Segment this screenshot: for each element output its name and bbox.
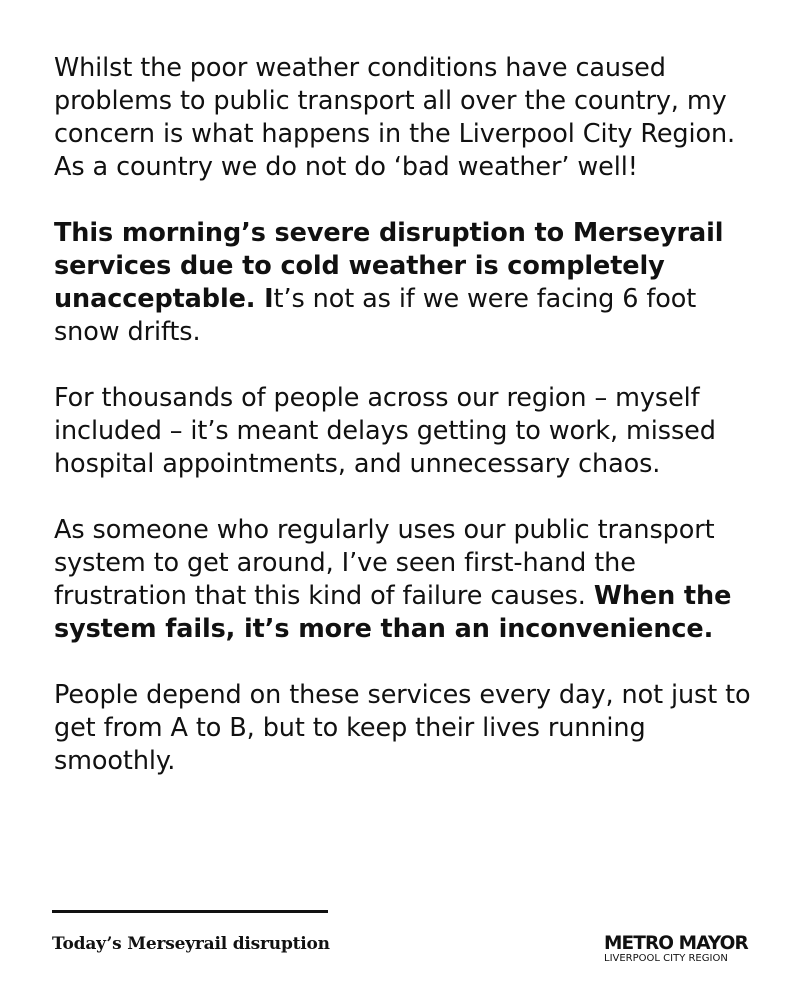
paragraph-3: [54, 382, 754, 481]
metro-mayor-logo: [604, 935, 749, 965]
footer-divider: [52, 910, 328, 913]
paragraph-5-text: People depend on these services every day, not just to get from A to B, but to keep their lives running smoothly.: [54, 680, 751, 776]
paragraph-4-text: As someone who regularly uses our public transport system to get around, I’ve seen first-hand the frustration that this kind of failure causes.: [54, 515, 715, 611]
statement-body: [54, 52, 754, 811]
paragraph-2-text: t’s not as if we were facing 6 foot snow drifts.: [54, 284, 697, 347]
paragraph-1: [54, 52, 754, 184]
logo-main-text: METRO MAYOR: [604, 933, 748, 954]
paragraph-2: [54, 217, 754, 349]
paragraph-4-bold: When the system fails, it’s more than an inconvenience.: [54, 581, 732, 644]
paragraph-2-bold: This morning’s severe disruption to Merseyrail services due to cold weather is completely unacceptable. I: [54, 218, 724, 314]
paragraph-3-text: For thousands of people across our region – myself included – it’s meant delays getting to work, missed hospital appointments, and unnecessary chaos.: [54, 383, 716, 479]
paragraph-5: [54, 679, 754, 778]
footer-caption: Today’s Merseyrail disruption: [52, 934, 330, 954]
paragraph-1-text: Whilst the poor weather conditions have caused problems to public transport all over the country, my concern is what happens in the Liverpool City Region. As a country we do not do ‘bad weather’ well!: [54, 53, 736, 182]
logo-sub-text: LIVERPOOL CITY REGION: [604, 953, 728, 964]
paragraph-4: [54, 514, 754, 646]
